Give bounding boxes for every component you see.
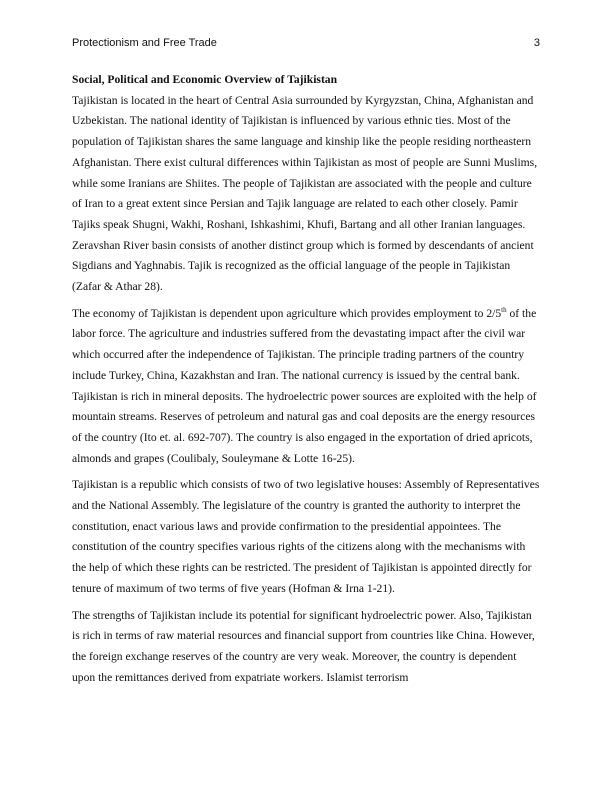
page-header [72,35,540,51]
page-number: 3 [533,37,540,49]
running-head-title: Protectionism and Free Trade [72,37,217,49]
paragraph-strengths: The strengths of Tajikistan include its potential for significant hydroelectric power. Also, Tajikistan is rich in terms of raw material resources and financial support from countries like China. However, the foreign exchange reserves of the country are very weak. Moreover, the country is dependent upon the remittances derived from expatriate workers. Islamist terrorism [72,608,535,684]
paragraph-economy [72,304,542,470]
paragraph-geography: Tajikistan is located in the heart of Central Asia surrounded by Kyrgyzstan, China, Afghanistan and Uzbekistan. The national identity of Tajikistan is influenced by various ethnic ties. Most of the population of Tajikistan shares the same language and kinship like the people residing northeastern Afghanistan. There exist cultural differences within Tajikistan as most of people are Sunni Muslims, while some Iranians are Shiites. The people of Tajikistan are associated with the people and culture of Iran to a great extent since Persian and Tajik language are related to each other closely. Pamir Tajiks speak Shugni, Wakhi, Roshani, Ishkashimi, Khufi, Bartang and all other Iranian languages. Zeravshan River basin consists of another distinct group which is formed by descendants of ancient Sigdians and Yaghnabis. Tajik is recognized as the official language of the people in Tajikistan (Zafar & Athar 28). [72,93,538,294]
paragraph-government: Tajikistan is a republic which consists of two of two legislative houses: Assembly of Representatives and the National Assembly. The legislature of the country is granted the authority to interpret the constitution, enact various laws and provide confirmation to the presidential appointees. The constitution of the country specifies various rights of the citizens along with the mechanisms with the help of which these rights can be restricted. The president of Tajikistan is appointed directly for tenure of maximum of two terms of five years (Hofman & Irna 1-21). [72,478,540,595]
superscript-th: th [501,305,507,314]
section-heading: Social, Political and Economic Overview of Tajikistan [72,73,338,86]
paragraph-economy-text-start: The economy of Tajikistan is dependent upon agriculture which provides employment to 2/5 [72,306,502,320]
paragraph-economy-text-end: of the labor force. The agriculture and industries suffered from the devastating impact after the civil war which occurred after the independence of Tajikistan. The principle trading partners of the country include Turkey, China, Kazakhstan and Iran. The national currency is issued by the central bank. Tajikistan is rich in mineral deposits. The hydroelectric power sources are exploited with the help of mountain streams. Reserves of petroleum and natural gas and coal deposits are the energy resources of the country (Ito et. al. 692-707). The country is also engaged in the exportation of dried apricots, almonds and grapes (Coulibaly, Souleymane & Lotte 16-25). [72,306,537,465]
document-body [72,70,542,694]
